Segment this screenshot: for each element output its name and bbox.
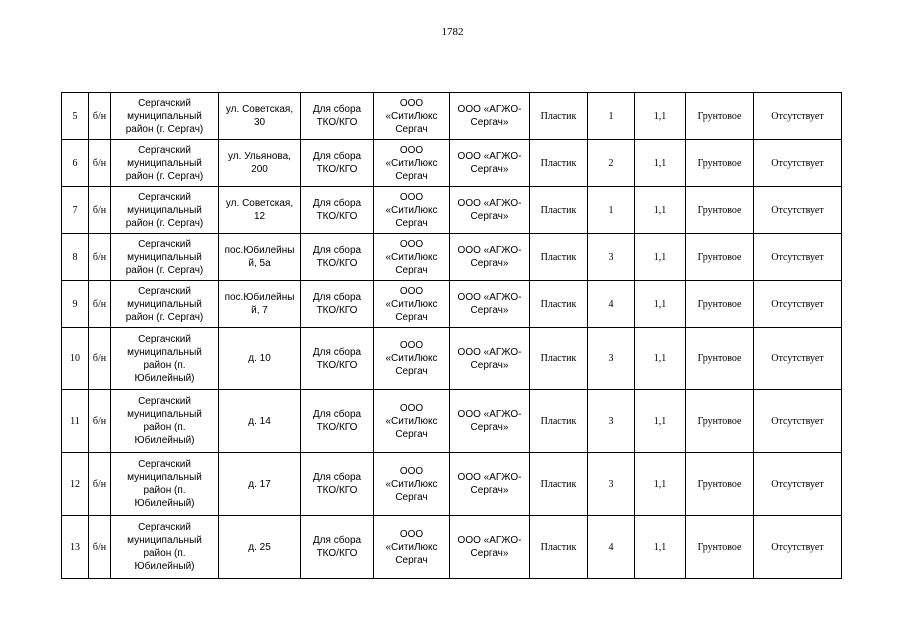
owner-cell: ООО «СитиЛюкс Сергач (374, 281, 450, 328)
surface-type-cell: Грунтовое (686, 328, 754, 390)
row-number-cell: 6 (62, 140, 89, 187)
operator-cell: ООО «АГЖО-Сергач» (450, 453, 530, 516)
purpose-cell: Для сбора ТКО/КГО (301, 234, 374, 281)
district-cell: Сергачский муниципальный район (п. Юбилейный) (111, 453, 219, 516)
waste-sites-table (61, 92, 842, 579)
address-cell: д. 25 (219, 516, 301, 579)
address-cell: д. 14 (219, 390, 301, 453)
table-row (62, 187, 842, 234)
owner-cell: ООО «СитиЛюкс Сергач (374, 516, 450, 579)
row-number-cell: 10 (62, 328, 89, 390)
row-number-cell: 12 (62, 453, 89, 516)
table-row (62, 234, 842, 281)
fence-cell: Отсутствует (754, 281, 842, 328)
address-cell: ул. Ульянова, 200 (219, 140, 301, 187)
material-cell: Пластик (530, 93, 588, 140)
fence-cell: Отсутствует (754, 516, 842, 579)
purpose-cell: Для сбора ТКО/КГО (301, 281, 374, 328)
operator-cell: ООО «АГЖО-Сергач» (450, 187, 530, 234)
district-cell: Сергачский муниципальный район (г. Сергач) (111, 234, 219, 281)
container-volume-cell: 1,1 (635, 281, 686, 328)
purpose-cell: Для сбора ТКО/КГО (301, 328, 374, 390)
material-cell: Пластик (530, 453, 588, 516)
address-cell: д. 17 (219, 453, 301, 516)
container-count-cell: 1 (588, 187, 635, 234)
owner-cell: ООО «СитиЛюкс Сергач (374, 140, 450, 187)
material-cell: Пластик (530, 234, 588, 281)
container-volume-cell: 1,1 (635, 516, 686, 579)
container-count-cell: 4 (588, 281, 635, 328)
registry-number-cell: б/н (89, 516, 111, 579)
container-volume-cell: 1,1 (635, 328, 686, 390)
table-row (62, 453, 842, 516)
surface-type-cell: Грунтовое (686, 93, 754, 140)
container-volume-cell: 1,1 (635, 453, 686, 516)
table-row (62, 328, 842, 390)
purpose-cell: Для сбора ТКО/КГО (301, 187, 374, 234)
operator-cell: ООО «АГЖО-Сергач» (450, 234, 530, 281)
operator-cell: ООО «АГЖО-Сергач» (450, 390, 530, 453)
registry-number-cell: б/н (89, 281, 111, 328)
material-cell: Пластик (530, 390, 588, 453)
table-row (62, 281, 842, 328)
owner-cell: ООО «СитиЛюкс Сергач (374, 234, 450, 281)
container-volume-cell: 1,1 (635, 234, 686, 281)
surface-type-cell: Грунтовое (686, 281, 754, 328)
container-count-cell: 3 (588, 453, 635, 516)
registry-number-cell: б/н (89, 390, 111, 453)
row-number-cell: 13 (62, 516, 89, 579)
surface-type-cell: Грунтовое (686, 140, 754, 187)
container-count-cell: 3 (588, 390, 635, 453)
registry-number-cell: б/н (89, 328, 111, 390)
district-cell: Сергачский муниципальный район (г. Сергач) (111, 93, 219, 140)
purpose-cell: Для сбора ТКО/КГО (301, 453, 374, 516)
table-row (62, 516, 842, 579)
fence-cell: Отсутствует (754, 390, 842, 453)
district-cell: Сергачский муниципальный район (п. Юбилейный) (111, 390, 219, 453)
address-cell: пос.Юбилейны й, 5а (219, 234, 301, 281)
owner-cell: ООО «СитиЛюкс Сергач (374, 93, 450, 140)
operator-cell: ООО «АГЖО-Сергач» (450, 281, 530, 328)
surface-type-cell: Грунтовое (686, 234, 754, 281)
container-count-cell: 3 (588, 328, 635, 390)
material-cell: Пластик (530, 516, 588, 579)
purpose-cell: Для сбора ТКО/КГО (301, 93, 374, 140)
container-volume-cell: 1,1 (635, 390, 686, 453)
container-count-cell: 1 (588, 93, 635, 140)
purpose-cell: Для сбора ТКО/КГО (301, 516, 374, 579)
operator-cell: ООО «АГЖО-Сергач» (450, 516, 530, 579)
registry-number-cell: б/н (89, 93, 111, 140)
district-cell: Сергачский муниципальный район (п. Юбилейный) (111, 516, 219, 579)
address-cell: пос.Юбилейны й, 7 (219, 281, 301, 328)
district-cell: Сергачский муниципальный район (г. Сергач) (111, 140, 219, 187)
district-cell: Сергачский муниципальный район (г. Сергач) (111, 187, 219, 234)
registry-number-cell: б/н (89, 234, 111, 281)
owner-cell: ООО «СитиЛюкс Сергач (374, 328, 450, 390)
row-number-cell: 7 (62, 187, 89, 234)
container-count-cell: 2 (588, 140, 635, 187)
fence-cell: Отсутствует (754, 93, 842, 140)
operator-cell: ООО «АГЖО-Сергач» (450, 140, 530, 187)
address-cell: д. 10 (219, 328, 301, 390)
row-number-cell: 8 (62, 234, 89, 281)
container-volume-cell: 1,1 (635, 187, 686, 234)
registry-number-cell: б/н (89, 453, 111, 516)
fence-cell: Отсутствует (754, 187, 842, 234)
table-row (62, 390, 842, 453)
table-row (62, 93, 842, 140)
page-number: 1782 (441, 26, 464, 38)
surface-type-cell: Грунтовое (686, 453, 754, 516)
fence-cell: Отсутствует (754, 328, 842, 390)
container-count-cell: 3 (588, 234, 635, 281)
operator-cell: ООО «АГЖО-Сергач» (450, 328, 530, 390)
row-number-cell: 5 (62, 93, 89, 140)
surface-type-cell: Грунтовое (686, 390, 754, 453)
fence-cell: Отсутствует (754, 234, 842, 281)
purpose-cell: Для сбора ТКО/КГО (301, 140, 374, 187)
surface-type-cell: Грунтовое (686, 187, 754, 234)
material-cell: Пластик (530, 187, 588, 234)
table-row (62, 140, 842, 187)
material-cell: Пластик (530, 140, 588, 187)
container-volume-cell: 1,1 (635, 93, 686, 140)
owner-cell: ООО «СитиЛюкс Сергач (374, 453, 450, 516)
registry-number-cell: б/н (89, 140, 111, 187)
container-count-cell: 4 (588, 516, 635, 579)
district-cell: Сергачский муниципальный район (п. Юбилейный) (111, 328, 219, 390)
owner-cell: ООО «СитиЛюкс Сергач (374, 187, 450, 234)
operator-cell: ООО «АГЖО-Сергач» (450, 93, 530, 140)
address-cell: ул. Советская, 30 (219, 93, 301, 140)
material-cell: Пластик (530, 281, 588, 328)
row-number-cell: 9 (62, 281, 89, 328)
row-number-cell: 11 (62, 390, 89, 453)
address-cell: ул. Советская, 12 (219, 187, 301, 234)
purpose-cell: Для сбора ТКО/КГО (301, 390, 374, 453)
container-volume-cell: 1,1 (635, 140, 686, 187)
owner-cell: ООО «СитиЛюкс Сергач (374, 390, 450, 453)
surface-type-cell: Грунтовое (686, 516, 754, 579)
table-body (62, 93, 842, 579)
material-cell: Пластик (530, 328, 588, 390)
fence-cell: Отсутствует (754, 140, 842, 187)
fence-cell: Отсутствует (754, 453, 842, 516)
district-cell: Сергачский муниципальный район (г. Сергач) (111, 281, 219, 328)
registry-number-cell: б/н (89, 187, 111, 234)
